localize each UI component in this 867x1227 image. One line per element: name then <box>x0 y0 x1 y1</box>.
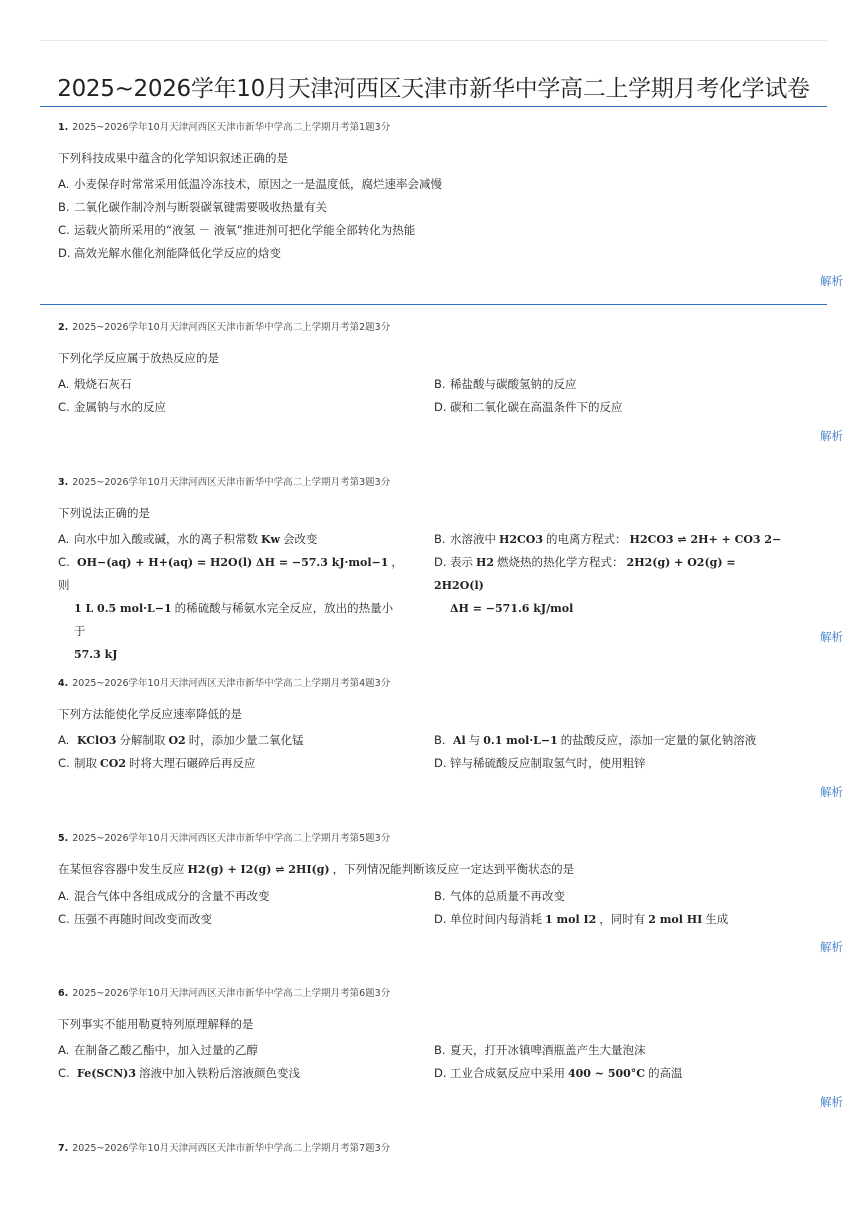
title-underline <box>40 106 827 107</box>
question-source: 2025~2026学年10月天津河西区天津市新华中学高二上学期月考第6题3分 <box>72 988 391 999</box>
option-a[interactable]: A. 小麦保存时常常采用低温冷冻技术，原因之一是温度低，腐烂速率会减慢 <box>58 177 442 191</box>
formula: Al <box>453 734 466 747</box>
question-stem: 下列说法正确的是 <box>58 506 150 520</box>
formula: ΔH = −571.6 kJ/mol <box>450 602 574 615</box>
page-title: 2025~2026学年10月天津河西区天津市新华中学高二上学期月考化学试卷 <box>57 76 810 102</box>
option-b[interactable]: B. 二氧化碳作制冷剂与断裂碳氧键需要吸收热量有关 <box>58 200 327 214</box>
option-b[interactable]: B. 水溶液中 H2CO3 的电离方程式： H2CO3 ⇌ 2H+ + CO3 2− <box>434 532 782 546</box>
formula: OH−(aq) + H+(aq) = H2O(l) ΔH = −57.3 kJ·mol−1 <box>77 556 389 569</box>
option-a[interactable]: A. 向水中加入酸或碱，水的离子积常数 Kw 会改变 <box>58 532 318 546</box>
question-5 <box>58 832 803 931</box>
formula: Kw <box>261 533 281 546</box>
option-d[interactable]: D. 高效光解水催化剂能降低化学反应的焓变 <box>58 246 281 260</box>
analysis-link-1[interactable]: 解析 <box>820 274 843 288</box>
analysis-link-6[interactable]: 解析 <box>820 1095 843 1109</box>
option-d[interactable]: D. 单位时间内每消耗 1 mol I2 ，同时有 2 mol HI 生成 <box>434 912 729 926</box>
question-number: 3. <box>58 477 69 488</box>
formula: 1 mol I2 <box>545 913 597 926</box>
option-c[interactable]: C. 运载火箭所采用的“液氢 － 液氧”推进剂可把化学能全部转化为热能 <box>58 223 416 237</box>
formula: 2 mol HI <box>648 913 703 926</box>
question-number: 5. <box>58 833 69 844</box>
formula: CO2 <box>100 757 126 770</box>
question-6 <box>58 987 803 1085</box>
analysis-link-4[interactable]: 解析 <box>820 785 843 799</box>
formula: H2(g) + I2(g) ⇌ 2HI(g) <box>187 863 330 876</box>
option-a[interactable]: A. 煅烧石灰石 <box>58 377 132 391</box>
question-source: 2025~2026学年10月天津河西区天津市新华中学高二上学期月考第3题3分 <box>72 477 391 488</box>
question-number: 1. <box>58 122 69 133</box>
option-c[interactable]: C. OH−(aq) + H+(aq) = H2O(l) ΔH = −57.3 kJ·mol−1 ，则 1 L 0.5 mol·L−1 的稀硫酸与稀氨水完全反应，放出的热量小于 57.3 kJ <box>58 555 403 661</box>
option-b[interactable]: B. 夏天，打开冰镇啤酒瓶盖产生大量泡沫 <box>434 1043 646 1057</box>
analysis-link-2[interactable]: 解析 <box>820 429 843 443</box>
question-divider <box>40 304 827 305</box>
analysis-link-3[interactable]: 解析 <box>820 630 843 644</box>
analysis-link-5[interactable]: 解析 <box>820 940 843 954</box>
question-stem: 下列方法能使化学反应速率降低的是 <box>58 707 242 721</box>
formula: KClO3 <box>77 734 117 747</box>
question-4 <box>58 677 803 775</box>
formula: Fe(SCN)3 <box>77 1067 137 1080</box>
formula: H2CO3 ⇌ 2H+ + CO3 2− <box>629 533 782 546</box>
option-d[interactable]: D. 碳和二氧化碳在高温条件下的反应 <box>434 400 623 414</box>
formula: H2CO3 <box>499 533 544 546</box>
option-a[interactable]: A. 混合气体中各组成成分的含量不再改变 <box>58 889 270 903</box>
formula: H2 <box>476 556 495 569</box>
question-number: 6. <box>58 988 69 999</box>
option-c[interactable]: C. Fe(SCN)3 溶液中加入铁粉后溶液颜色变浅 <box>58 1066 301 1080</box>
question-7 <box>58 1142 803 1156</box>
option-a[interactable]: A. 在制备乙酸乙酯中，加入过量的乙醇 <box>58 1043 258 1057</box>
question-number: 2. <box>58 322 69 333</box>
option-b[interactable]: B. 稀盐酸与碳酸氢钠的反应 <box>434 377 577 391</box>
formula: O2 <box>168 734 186 747</box>
option-d[interactable]: D. 表示 H2 燃烧热的热化学方程式： 2H2(g) + O2(g) = 2H2O(l) ΔH = −571.6 kJ/mol <box>434 555 736 615</box>
option-b[interactable]: B. 气体的总质量不再改变 <box>434 889 565 903</box>
formula: 2H2(g) + O2(g) = 2H2O(l) <box>434 556 736 592</box>
formula: 1 L 0.5 mol·L−1 <box>74 602 172 615</box>
option-a[interactable]: A. KClO3 分解制取 O2 时，添加少量二氧化锰 <box>58 733 304 747</box>
question-stem: 下列事实不能用勒夏特列原理解释的是 <box>58 1017 254 1031</box>
option-c[interactable]: C. 金属钠与水的反应 <box>58 400 166 414</box>
top-divider <box>40 40 827 41</box>
formula: 0.1 mol·L−1 <box>483 734 558 747</box>
option-d[interactable]: D. 工业合成氨反应中采用 400 ~ 500°C 的高温 <box>434 1066 683 1080</box>
question-stem: 下列化学反应属于放热反应的是 <box>58 351 219 365</box>
option-c[interactable]: C. 压强不再随时间改变而改变 <box>58 912 212 926</box>
formula: 57.3 kJ <box>74 648 118 661</box>
question-source: 2025~2026学年10月天津河西区天津市新华中学高二上学期月考第2题3分 <box>72 322 391 333</box>
question-source: 2025~2026学年10月天津河西区天津市新华中学高二上学期月考第1题3分 <box>72 122 391 133</box>
question-2 <box>58 321 803 419</box>
question-source: 2025~2026学年10月天津河西区天津市新华中学高二上学期月考第4题3分 <box>72 678 391 689</box>
question-stem: 在某恒容容器中发生反应 H2(g) + I2(g) ⇌ 2HI(g) ，下列情况能判断该反应一定达到平衡状态的是 <box>58 862 575 876</box>
question-3 <box>58 476 803 661</box>
question-number: 7. <box>58 1143 69 1154</box>
option-b[interactable]: B. Al 与 0.1 mol·L−1 的盐酸反应，添加一定量的氯化钠溶液 <box>434 733 757 747</box>
formula: 400 ~ 500°C <box>568 1067 646 1080</box>
option-c[interactable]: C. 制取 CO2 时将大理石碾碎后再反应 <box>58 756 256 770</box>
question-number: 4. <box>58 678 69 689</box>
question-1 <box>58 121 803 265</box>
question-source: 2025~2026学年10月天津河西区天津市新华中学高二上学期月考第5题3分 <box>72 833 391 844</box>
option-d[interactable]: D. 锌与稀硫酸反应制取氢气时，使用粗锌 <box>434 756 646 770</box>
question-stem: 下列科技成果中蕴含的化学知识叙述正确的是 <box>58 151 288 165</box>
question-source: 2025~2026学年10月天津河西区天津市新华中学高二上学期月考第7题3分 <box>72 1143 391 1154</box>
